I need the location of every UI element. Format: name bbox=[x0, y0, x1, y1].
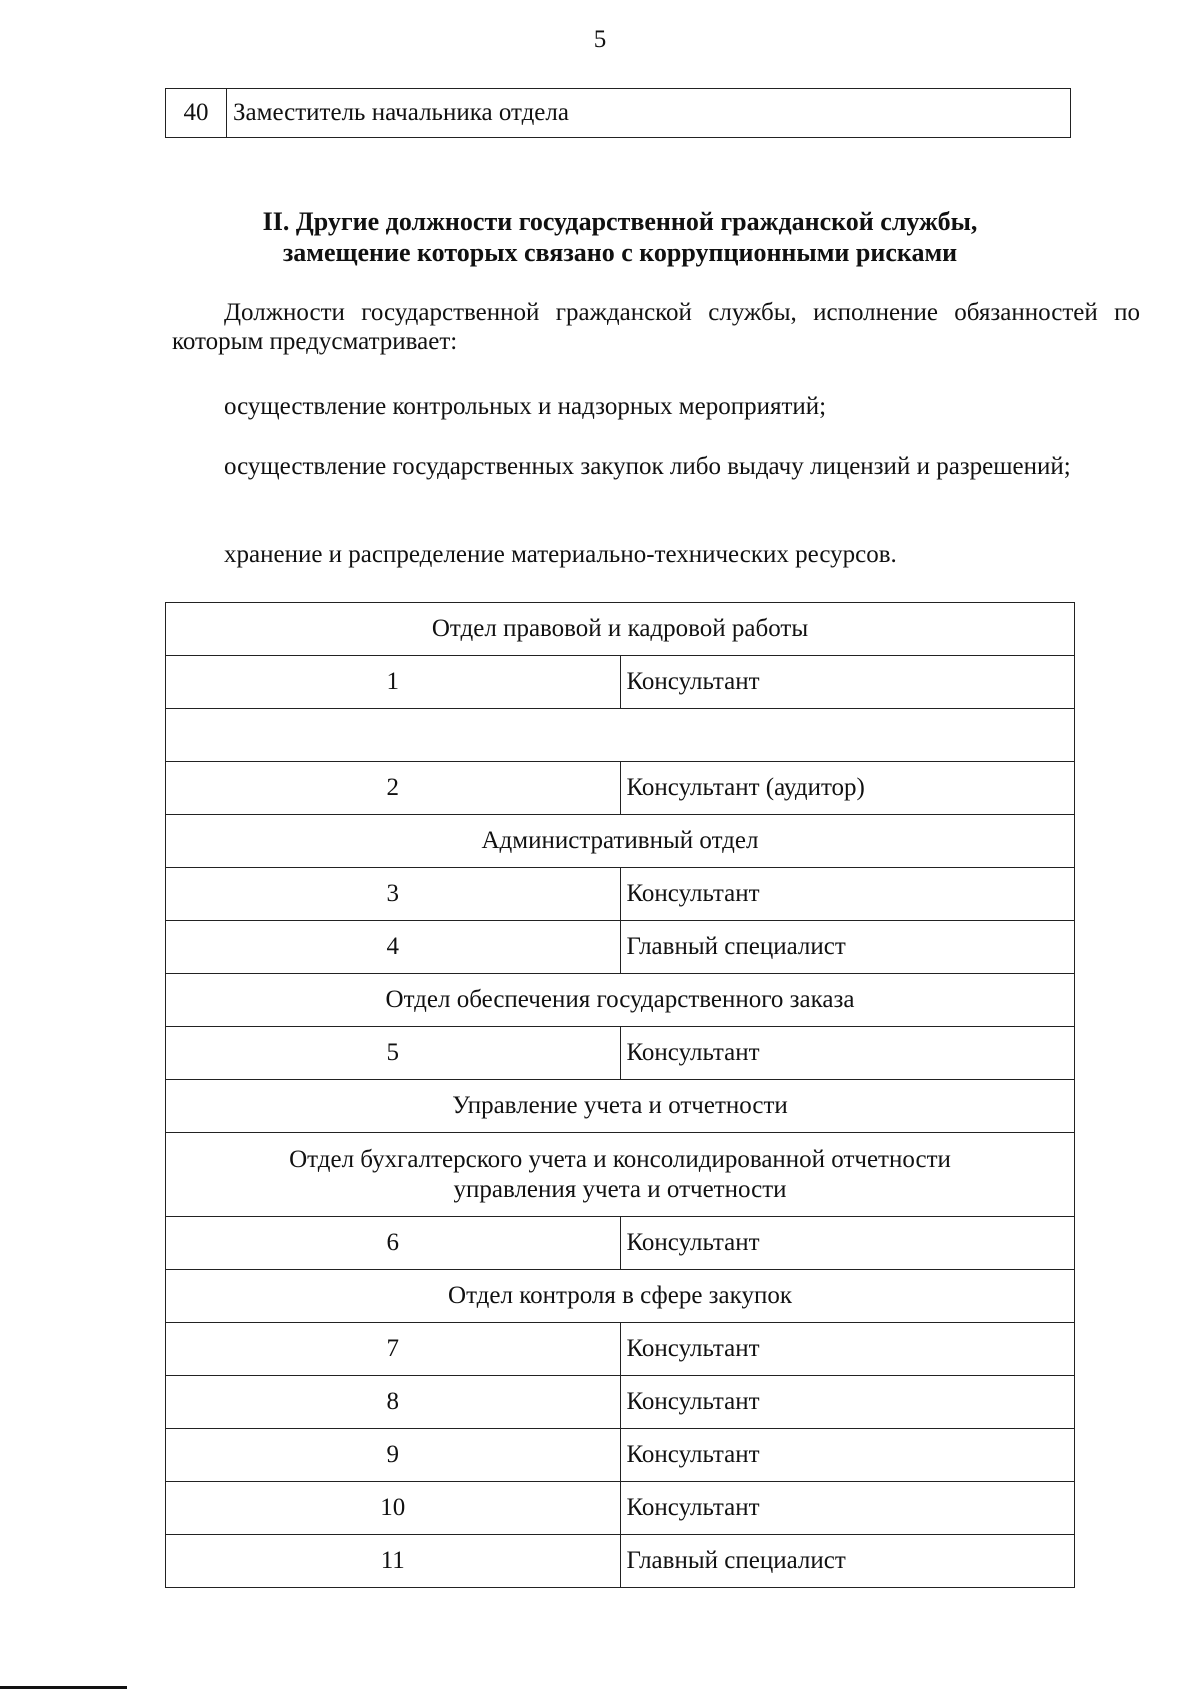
position-title: Главный специалист bbox=[620, 1535, 1075, 1588]
row-number: 4 bbox=[166, 921, 621, 974]
row-number: 7 bbox=[166, 1323, 621, 1376]
duty-item: хранение и распределение материально-технических ресурсов. bbox=[224, 541, 897, 568]
empty-row bbox=[166, 709, 1075, 762]
department-header: Административный отдел bbox=[166, 815, 1075, 868]
row-number: 8 bbox=[166, 1376, 621, 1429]
row-number: 5 bbox=[166, 1027, 621, 1080]
table-row bbox=[166, 921, 1075, 974]
table-row bbox=[166, 1376, 1075, 1429]
duty-item: осуществление контрольных и надзорных мероприятий; bbox=[224, 393, 827, 420]
table-row bbox=[166, 656, 1075, 709]
table-row bbox=[166, 868, 1075, 921]
duty-item: осуществление государственных закупок либо выдачу лицензий и разрешений; bbox=[224, 453, 1071, 480]
department-header bbox=[166, 1133, 1075, 1217]
row-number: 3 bbox=[166, 868, 621, 921]
row-number: 10 bbox=[166, 1482, 621, 1535]
position-title: Консультант bbox=[620, 1027, 1075, 1080]
empty-cell bbox=[166, 709, 1075, 762]
row-number: 2 bbox=[166, 762, 621, 815]
section-title-line: замещение которых связано с коррупционными рисками bbox=[282, 238, 958, 267]
department-header: Отдел правовой и кадровой работы bbox=[166, 603, 1075, 656]
position-title: Консультант bbox=[620, 1376, 1075, 1429]
position-title: Заместитель начальника отдела bbox=[227, 89, 1071, 138]
position-title: Консультант bbox=[620, 656, 1075, 709]
row-number: 6 bbox=[166, 1217, 621, 1270]
position-title: Консультант bbox=[620, 1482, 1075, 1535]
table-row bbox=[166, 89, 1071, 138]
department-header-row bbox=[166, 603, 1075, 656]
page-number: 5 bbox=[593, 26, 607, 53]
department-header-line: Отдел бухгалтерского учета и консолидированной отчетности bbox=[289, 1145, 951, 1173]
table-row bbox=[166, 762, 1075, 815]
position-title: Консультант (аудитор) bbox=[620, 762, 1075, 815]
department-header: Отдел контроля в сфере закупок bbox=[166, 1270, 1075, 1323]
department-header: Управление учета и отчетности bbox=[166, 1080, 1075, 1133]
positions-table bbox=[165, 602, 1075, 1588]
row-number: 1 bbox=[166, 656, 621, 709]
table-row bbox=[166, 1027, 1075, 1080]
department-header-row bbox=[166, 974, 1075, 1027]
position-title: Консультант bbox=[620, 1429, 1075, 1482]
intro-paragraph: Должности государственной гражданской службы, исполнение обязанностей по которым предусматривает: bbox=[172, 299, 1140, 355]
section-title bbox=[165, 206, 1075, 268]
department-header-row bbox=[166, 1133, 1075, 1217]
table-row bbox=[166, 1323, 1075, 1376]
department-header-row bbox=[166, 1080, 1075, 1133]
position-title: Консультант bbox=[620, 1323, 1075, 1376]
table-row bbox=[166, 1535, 1075, 1588]
position-title: Консультант bbox=[620, 868, 1075, 921]
table-row bbox=[166, 1482, 1075, 1535]
footer-rule bbox=[0, 1686, 127, 1689]
department-header-line: управления учета и отчетности bbox=[453, 1175, 787, 1203]
position-title: Главный специалист bbox=[620, 921, 1075, 974]
department-header-row bbox=[166, 1270, 1075, 1323]
section-title-line: II. Другие должности государственной гражданской службы, bbox=[262, 207, 978, 236]
department-header: Отдел обеспечения государственного заказа bbox=[166, 974, 1075, 1027]
table-row bbox=[166, 1429, 1075, 1482]
row-number: 11 bbox=[166, 1535, 621, 1588]
row-number: 40 bbox=[166, 89, 227, 138]
row-number: 9 bbox=[166, 1429, 621, 1482]
position-title: Консультант bbox=[620, 1217, 1075, 1270]
continued-positions-table bbox=[165, 88, 1071, 138]
department-header-row bbox=[166, 815, 1075, 868]
table-row bbox=[166, 1217, 1075, 1270]
